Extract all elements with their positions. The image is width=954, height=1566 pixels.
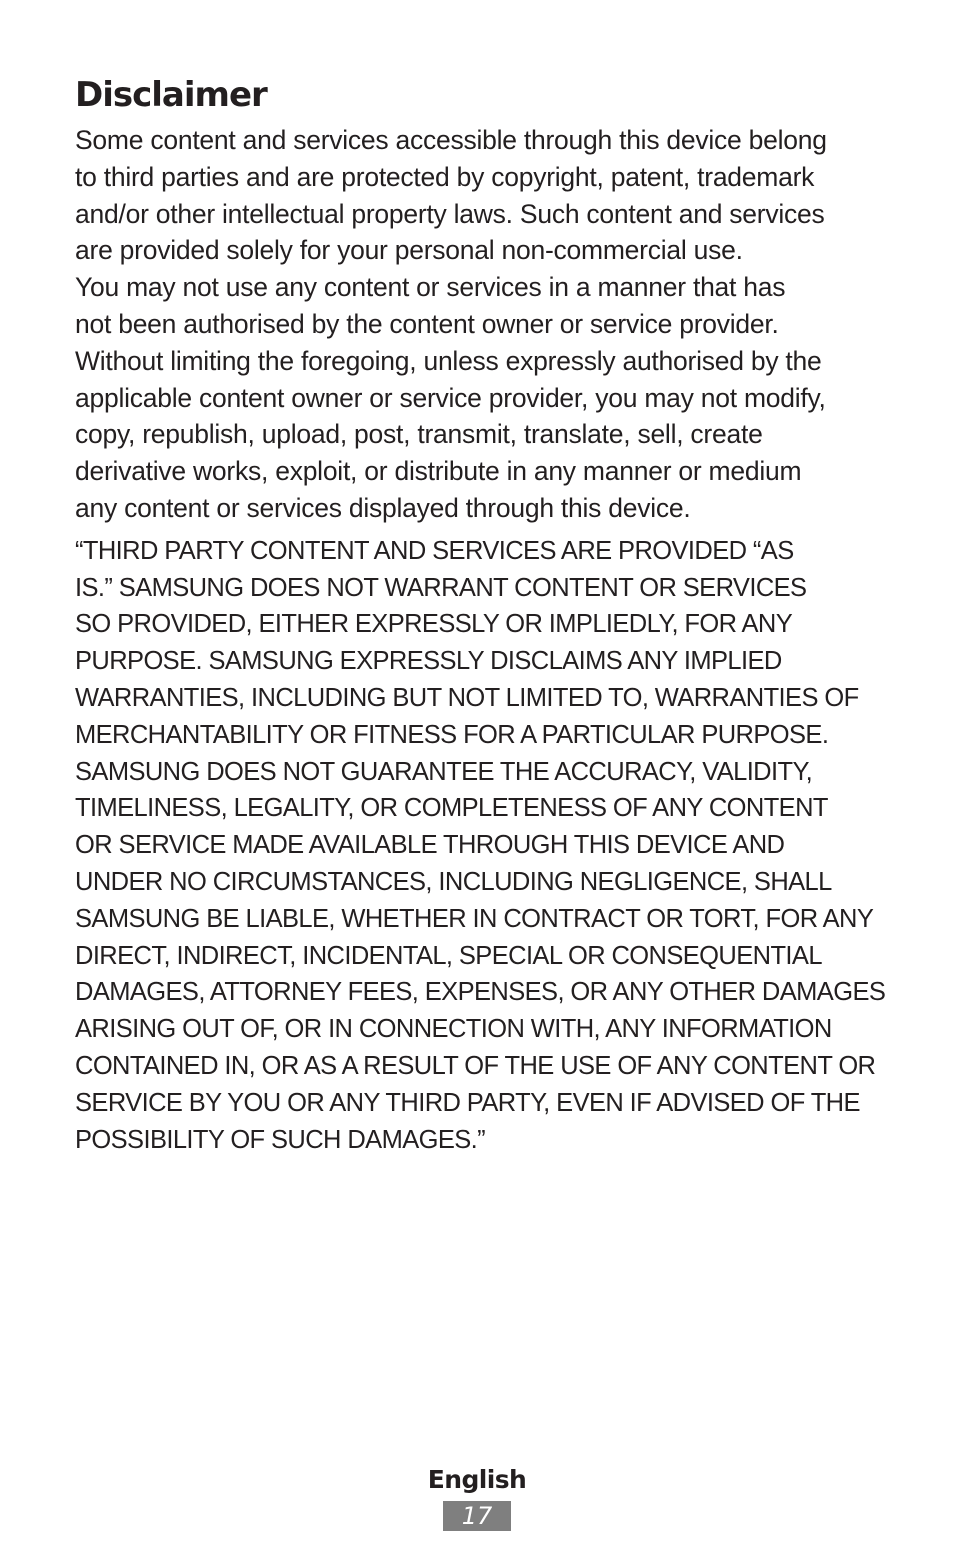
text-line: copy, republish, upload, post, transmit, translate, sell, create [75, 419, 763, 450]
text-line: You may not use any content or services in a manner that has [75, 272, 786, 303]
text-line: IS.” SAMSUNG DOES NOT WARRANT CONTENT OR SERVICES [75, 573, 807, 602]
text-line: are provided solely for your personal non-commercial use. [75, 235, 743, 266]
text-line: UNDER NO CIRCUMSTANCES, INCLUDING NEGLIGENCE, SHALL [75, 867, 832, 896]
text-line: DIRECT, INDIRECT, INCIDENTAL, SPECIAL OR CONSEQUENTIAL [75, 941, 822, 970]
disclaimer-paragraph [75, 122, 880, 527]
text-line: OR SERVICE MADE AVAILABLE THROUGH THIS DEVICE AND [75, 831, 785, 860]
page-number: 17 [461, 1502, 493, 1530]
page-footer [0, 1462, 954, 1531]
text-line: DAMAGES, ATTORNEY FEES, EXPENSES, OR ANY OTHER DAMAGES [75, 978, 886, 1007]
text-line: POSSIBILITY OF SUCH DAMAGES.” [75, 1125, 486, 1154]
text-line: ARISING OUT OF, OR IN CONNECTION WITH, ANY INFORMATION [75, 1015, 832, 1044]
page-title: Disclaimer [75, 75, 267, 115]
text-line: SAMSUNG BE LIABLE, WHETHER IN CONTRACT OR TORT, FOR ANY [75, 904, 874, 933]
text-line: TIMELINESS, LEGALITY, OR COMPLETENESS OF ANY CONTENT [75, 794, 828, 823]
text-line: WARRANTIES, INCLUDING BUT NOT LIMITED TO, WARRANTIES OF [75, 683, 859, 712]
text-line: SO PROVIDED, EITHER EXPRESSLY OR IMPLIEDLY, FOR ANY [75, 610, 793, 639]
text-line: derivative works, exploit, or distribute in any manner or medium [75, 456, 802, 487]
text-line: CONTAINED IN, OR AS A RESULT OF THE USE OF ANY CONTENT OR [75, 1051, 876, 1080]
warranty-disclaimer-paragraph [75, 533, 886, 1159]
text-line: MERCHANTABILITY OR FITNESS FOR A PARTICULAR PURPOSE. [75, 720, 829, 749]
text-line: applicable content owner or service provider, you may not modify, [75, 382, 826, 413]
text-line: and/or other intellectual property laws. Such content and services [75, 198, 825, 229]
text-line: to third parties and are protected by copyright, patent, trademark [75, 161, 815, 192]
text-line: not been authorised by the content owner or service provider. [75, 308, 779, 339]
text-line: PURPOSE. SAMSUNG EXPRESSLY DISCLAIMS ANY IMPLIED [75, 647, 782, 676]
text-line: any content or services displayed through this device. [75, 492, 691, 523]
text-line: SAMSUNG DOES NOT GUARANTEE THE ACCURACY, VALIDITY, [75, 757, 813, 786]
text-line: Some content and services accessible through this device belong [75, 125, 827, 155]
page-number-badge [443, 1501, 511, 1531]
text-line: SERVICE BY YOU OR ANY THIRD PARTY, EVEN IF ADVISED OF THE [75, 1088, 860, 1117]
text-line: Without limiting the foregoing, unless expressly authorised by the [75, 345, 822, 376]
text-line: “THIRD PARTY CONTENT AND SERVICES ARE PROVIDED “AS [75, 536, 794, 565]
document-page [75, 70, 886, 1158]
footer-language: English [427, 1465, 527, 1494]
